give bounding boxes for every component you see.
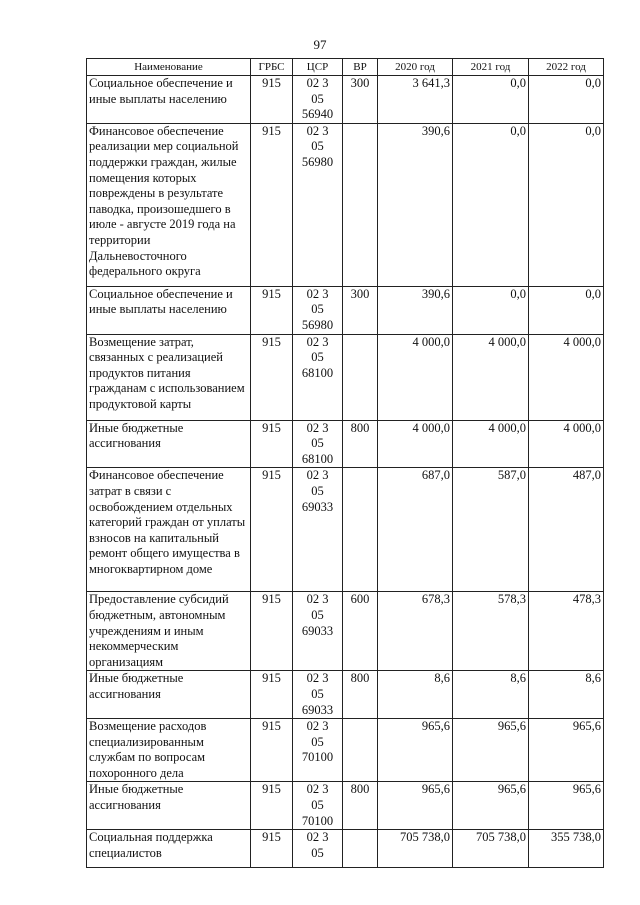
row-name: Возмещение расходов специализированным службам по вопросам похоронного дела xyxy=(87,719,251,782)
csr-part: 56940 xyxy=(301,107,334,122)
row-value-2022: 4 000,0 xyxy=(529,334,604,420)
row-name: Финансовое обеспечение реализации мер социальной поддержки граждан, жилые помещения которых повреждены в результате паводка, произошедшего в июле - августе 2019 года на территории Дальневосточного федерального округа xyxy=(87,123,251,286)
csr-part: 70100 xyxy=(301,813,334,828)
row-grbs: 915 xyxy=(251,719,293,782)
csr-part: 02 3 xyxy=(306,782,329,797)
row-value-2020: 4 000,0 xyxy=(378,334,453,420)
csr-part: 05 xyxy=(311,302,324,317)
csr-part: 68100 xyxy=(301,451,334,466)
table-row xyxy=(87,76,604,124)
row-value-2021: 587,0 xyxy=(453,468,529,592)
table-row xyxy=(87,334,604,420)
row-name: Возмещение затрат, связанных с реализацией продуктов питания гражданам с использованием продуктовой карты xyxy=(87,334,251,420)
row-name: Социальная поддержка специалистов xyxy=(87,830,251,868)
row-value-2020: 965,6 xyxy=(378,719,453,782)
csr-part: 05 xyxy=(311,350,324,365)
csr-part: 70100 xyxy=(301,750,334,765)
csr-part: 02 3 xyxy=(306,76,329,90)
csr-part: 02 3 xyxy=(306,286,329,301)
budget-table xyxy=(86,58,604,868)
table-row xyxy=(87,420,604,468)
csr-part: 02 3 xyxy=(306,592,329,607)
table-row xyxy=(87,123,604,286)
row-csr xyxy=(293,592,343,671)
row-value-2020: 678,3 xyxy=(378,592,453,671)
row-value-2022: 355 738,0 xyxy=(529,830,604,868)
page-number: 97 xyxy=(313,37,327,52)
row-vr xyxy=(343,719,378,782)
csr-part: 02 3 xyxy=(306,420,329,435)
row-csr xyxy=(293,782,343,830)
row-value-2020: 8,6 xyxy=(378,671,453,719)
row-vr xyxy=(343,468,378,592)
row-value-2022: 0,0 xyxy=(529,123,604,286)
row-value-2021: 0,0 xyxy=(453,123,529,286)
csr-part: 05 xyxy=(311,798,324,813)
column-header-2021: 2021 год xyxy=(453,59,529,76)
column-header-name: Наименование xyxy=(87,59,251,76)
row-value-2021: 4 000,0 xyxy=(453,420,529,468)
row-value-2022: 965,6 xyxy=(529,782,604,830)
csr-part: 56980 xyxy=(301,317,334,332)
row-grbs: 915 xyxy=(251,286,293,334)
row-name: Предоставление субсидий бюджетным, автономным учреждениям и иным некоммерческим организациям xyxy=(87,592,251,671)
row-grbs: 915 xyxy=(251,782,293,830)
row-csr xyxy=(293,671,343,719)
table-row xyxy=(87,671,604,719)
csr-part: 56980 xyxy=(301,154,334,169)
row-vr: 300 xyxy=(343,286,378,334)
row-name: Социальное обеспечение и иные выплаты населению xyxy=(87,286,251,334)
table-header-row xyxy=(87,59,604,76)
row-value-2021: 578,3 xyxy=(453,592,529,671)
row-csr xyxy=(293,830,343,868)
row-value-2021: 8,6 xyxy=(453,671,529,719)
row-grbs: 915 xyxy=(251,420,293,468)
row-vr: 800 xyxy=(343,420,378,468)
row-value-2022: 487,0 xyxy=(529,468,604,592)
csr-part: 02 3 xyxy=(306,123,329,138)
row-value-2020: 965,6 xyxy=(378,782,453,830)
row-value-2020: 705 738,0 xyxy=(378,830,453,868)
row-name: Иные бюджетные ассигнования xyxy=(87,671,251,719)
row-value-2020: 3 641,3 xyxy=(378,76,453,124)
row-csr xyxy=(293,76,343,124)
row-value-2022: 0,0 xyxy=(529,286,604,334)
row-value-2022: 4 000,0 xyxy=(529,420,604,468)
row-value-2022: 8,6 xyxy=(529,671,604,719)
row-csr xyxy=(293,123,343,286)
row-grbs: 915 xyxy=(251,671,293,719)
row-csr xyxy=(293,334,343,420)
row-vr xyxy=(343,334,378,420)
row-grbs: 915 xyxy=(251,830,293,868)
row-name: Иные бюджетные ассигнования xyxy=(87,782,251,830)
column-header-2020: 2020 год xyxy=(378,59,453,76)
row-value-2021: 4 000,0 xyxy=(453,334,529,420)
column-header-grbs: ГРБС xyxy=(251,59,293,76)
row-grbs: 915 xyxy=(251,592,293,671)
table-row xyxy=(87,782,604,830)
row-vr: 800 xyxy=(343,671,378,719)
row-value-2021: 0,0 xyxy=(453,286,529,334)
row-csr xyxy=(293,468,343,592)
table-row xyxy=(87,286,604,334)
row-vr xyxy=(343,123,378,286)
csr-part: 68100 xyxy=(301,365,334,380)
row-value-2021: 0,0 xyxy=(453,76,529,124)
csr-part: 05 xyxy=(311,607,324,622)
table-row xyxy=(87,719,604,782)
row-value-2020: 687,0 xyxy=(378,468,453,592)
row-value-2022: 478,3 xyxy=(529,592,604,671)
row-vr: 300 xyxy=(343,76,378,124)
csr-part: 05 xyxy=(311,845,324,860)
row-grbs: 915 xyxy=(251,123,293,286)
table-row xyxy=(87,592,604,671)
row-grbs: 915 xyxy=(251,468,293,592)
csr-part: 02 3 xyxy=(306,719,329,734)
csr-part: 02 3 xyxy=(306,830,329,845)
row-value-2021: 965,6 xyxy=(453,719,529,782)
row-name: Иные бюджетные ассигнования xyxy=(87,420,251,468)
csr-part: 02 3 xyxy=(306,334,329,349)
row-name: Финансовое обеспечение затрат в связи с освобождением отдельных категорий граждан от уплаты взносов на капитальный ремонт общего имущества в многоквартирном доме xyxy=(87,468,251,592)
csr-part: 69033 xyxy=(301,702,334,717)
row-csr xyxy=(293,420,343,468)
csr-part: 02 3 xyxy=(306,671,329,686)
row-name: Социальное обеспечение и иные выплаты населению xyxy=(87,76,251,124)
row-value-2020: 390,6 xyxy=(378,123,453,286)
csr-part: 05 xyxy=(311,139,324,154)
table-row xyxy=(87,830,604,868)
row-value-2021: 705 738,0 xyxy=(453,830,529,868)
row-value-2021: 965,6 xyxy=(453,782,529,830)
column-header-csr: ЦСР xyxy=(293,59,343,76)
column-header-vr: ВР xyxy=(343,59,378,76)
row-csr xyxy=(293,719,343,782)
table-row xyxy=(87,468,604,592)
row-vr xyxy=(343,830,378,868)
row-value-2022: 965,6 xyxy=(529,719,604,782)
csr-part: 02 3 xyxy=(306,468,329,483)
row-grbs: 915 xyxy=(251,334,293,420)
row-value-2020: 4 000,0 xyxy=(378,420,453,468)
csr-part: 05 xyxy=(311,734,324,749)
row-grbs: 915 xyxy=(251,76,293,124)
csr-part: 05 xyxy=(311,483,324,498)
csr-part: 05 xyxy=(311,436,324,451)
row-value-2020: 390,6 xyxy=(378,286,453,334)
row-csr xyxy=(293,286,343,334)
row-vr: 800 xyxy=(343,782,378,830)
csr-part: 05 xyxy=(311,91,324,106)
csr-part: 69033 xyxy=(301,499,334,514)
csr-part: 05 xyxy=(311,686,324,701)
row-value-2022: 0,0 xyxy=(529,76,604,124)
column-header-2022: 2022 год xyxy=(529,59,604,76)
row-vr: 600 xyxy=(343,592,378,671)
csr-part: 69033 xyxy=(301,623,334,638)
